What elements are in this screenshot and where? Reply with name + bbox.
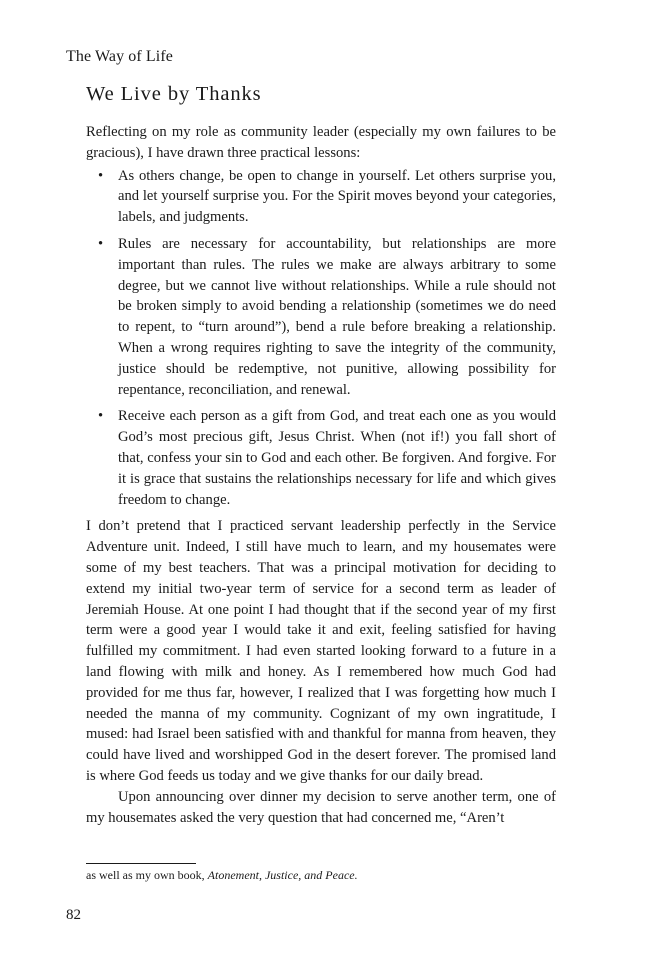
bullet-marker: • bbox=[98, 408, 104, 425]
bullet-marker: • bbox=[98, 235, 104, 252]
footnote-divider bbox=[86, 863, 196, 864]
lesson-text: Receive each person as a gift from God, and treat each one as you would God’s most precious gift, Jesus Christ. When (not if!) you fall short of that, confess your sin to God and each other. Be forgiven. And forgive. For it is grace that sustains the relationships necessary for life and which gives freedom to change. bbox=[118, 408, 556, 508]
section-title: We Live by Thanks bbox=[86, 83, 262, 105]
list-item bbox=[98, 166, 556, 228]
lesson-text: Rules are necessary for accountability, but relationships are more important than rules. The rules we make are always arbitrary to some degree, but we cannot live without relationships. While a rule should not be broken simply to avoid bending a relationship (sometimes we do need to repent, to “turn around”), bend a rule before breaking a relationship. When a wrong requires righting to save the integrity of the community, justice should be redemptive, not punitive, allowing possibility for repentance, reconciliation, and renewal. bbox=[118, 235, 556, 398]
page-number: 82 bbox=[66, 907, 81, 923]
lessons-list bbox=[86, 166, 556, 511]
list-item bbox=[98, 406, 556, 510]
footnote-text: as well as my own book, bbox=[86, 868, 208, 882]
lesson-text: As others change, be open to change in yourself. Let others surprise you, and let yourself surprise you. For the Spirit moves beyond your categories, labels, and judgments. bbox=[118, 167, 556, 226]
running-head: The Way of Life bbox=[66, 48, 173, 65]
page-body bbox=[86, 80, 556, 828]
footnote-book-title: Atonement, Justice, and Peace. bbox=[207, 868, 358, 882]
body-paragraph: I don’t pretend that I practiced servant leadership perfectly in the Service Adventure unit. Indeed, I still have much to learn, and my housemates were some of my best teachers. That was a principal motivation for deciding to extend my initial two-year term of service for a second term as leader of Jeremiah House. At one point I had thought that if the second year of my first term were a good year I would take it and exit, feeling satisfied for having fulfilled my commitment. I had even started looking forward to a future in a land flowing with milk and honey. As I remembered how much God had provided for me thus far, however, I realized that I was forgetting how much I needed the manna of my community. Cognizant of my own ingratitude, I mused: had Israel been satisfied with and thankful for manna from heaven, they could have lived and worshipped God in the desert forever. The promised land is where God feeds us today and we give thanks for our daily bread. bbox=[86, 518, 556, 784]
list-item bbox=[98, 234, 556, 400]
footnote bbox=[86, 867, 358, 884]
intro-paragraph: Reflecting on my role as community leader (especially my own failures to be gracious), I have drawn three practical lessons: bbox=[86, 124, 556, 161]
body-paragraph: Upon announcing over dinner my decision to serve another term, one of my housemates asked the very question that had concerned me, “Aren’t bbox=[86, 788, 556, 826]
bullet-marker: • bbox=[98, 167, 104, 184]
